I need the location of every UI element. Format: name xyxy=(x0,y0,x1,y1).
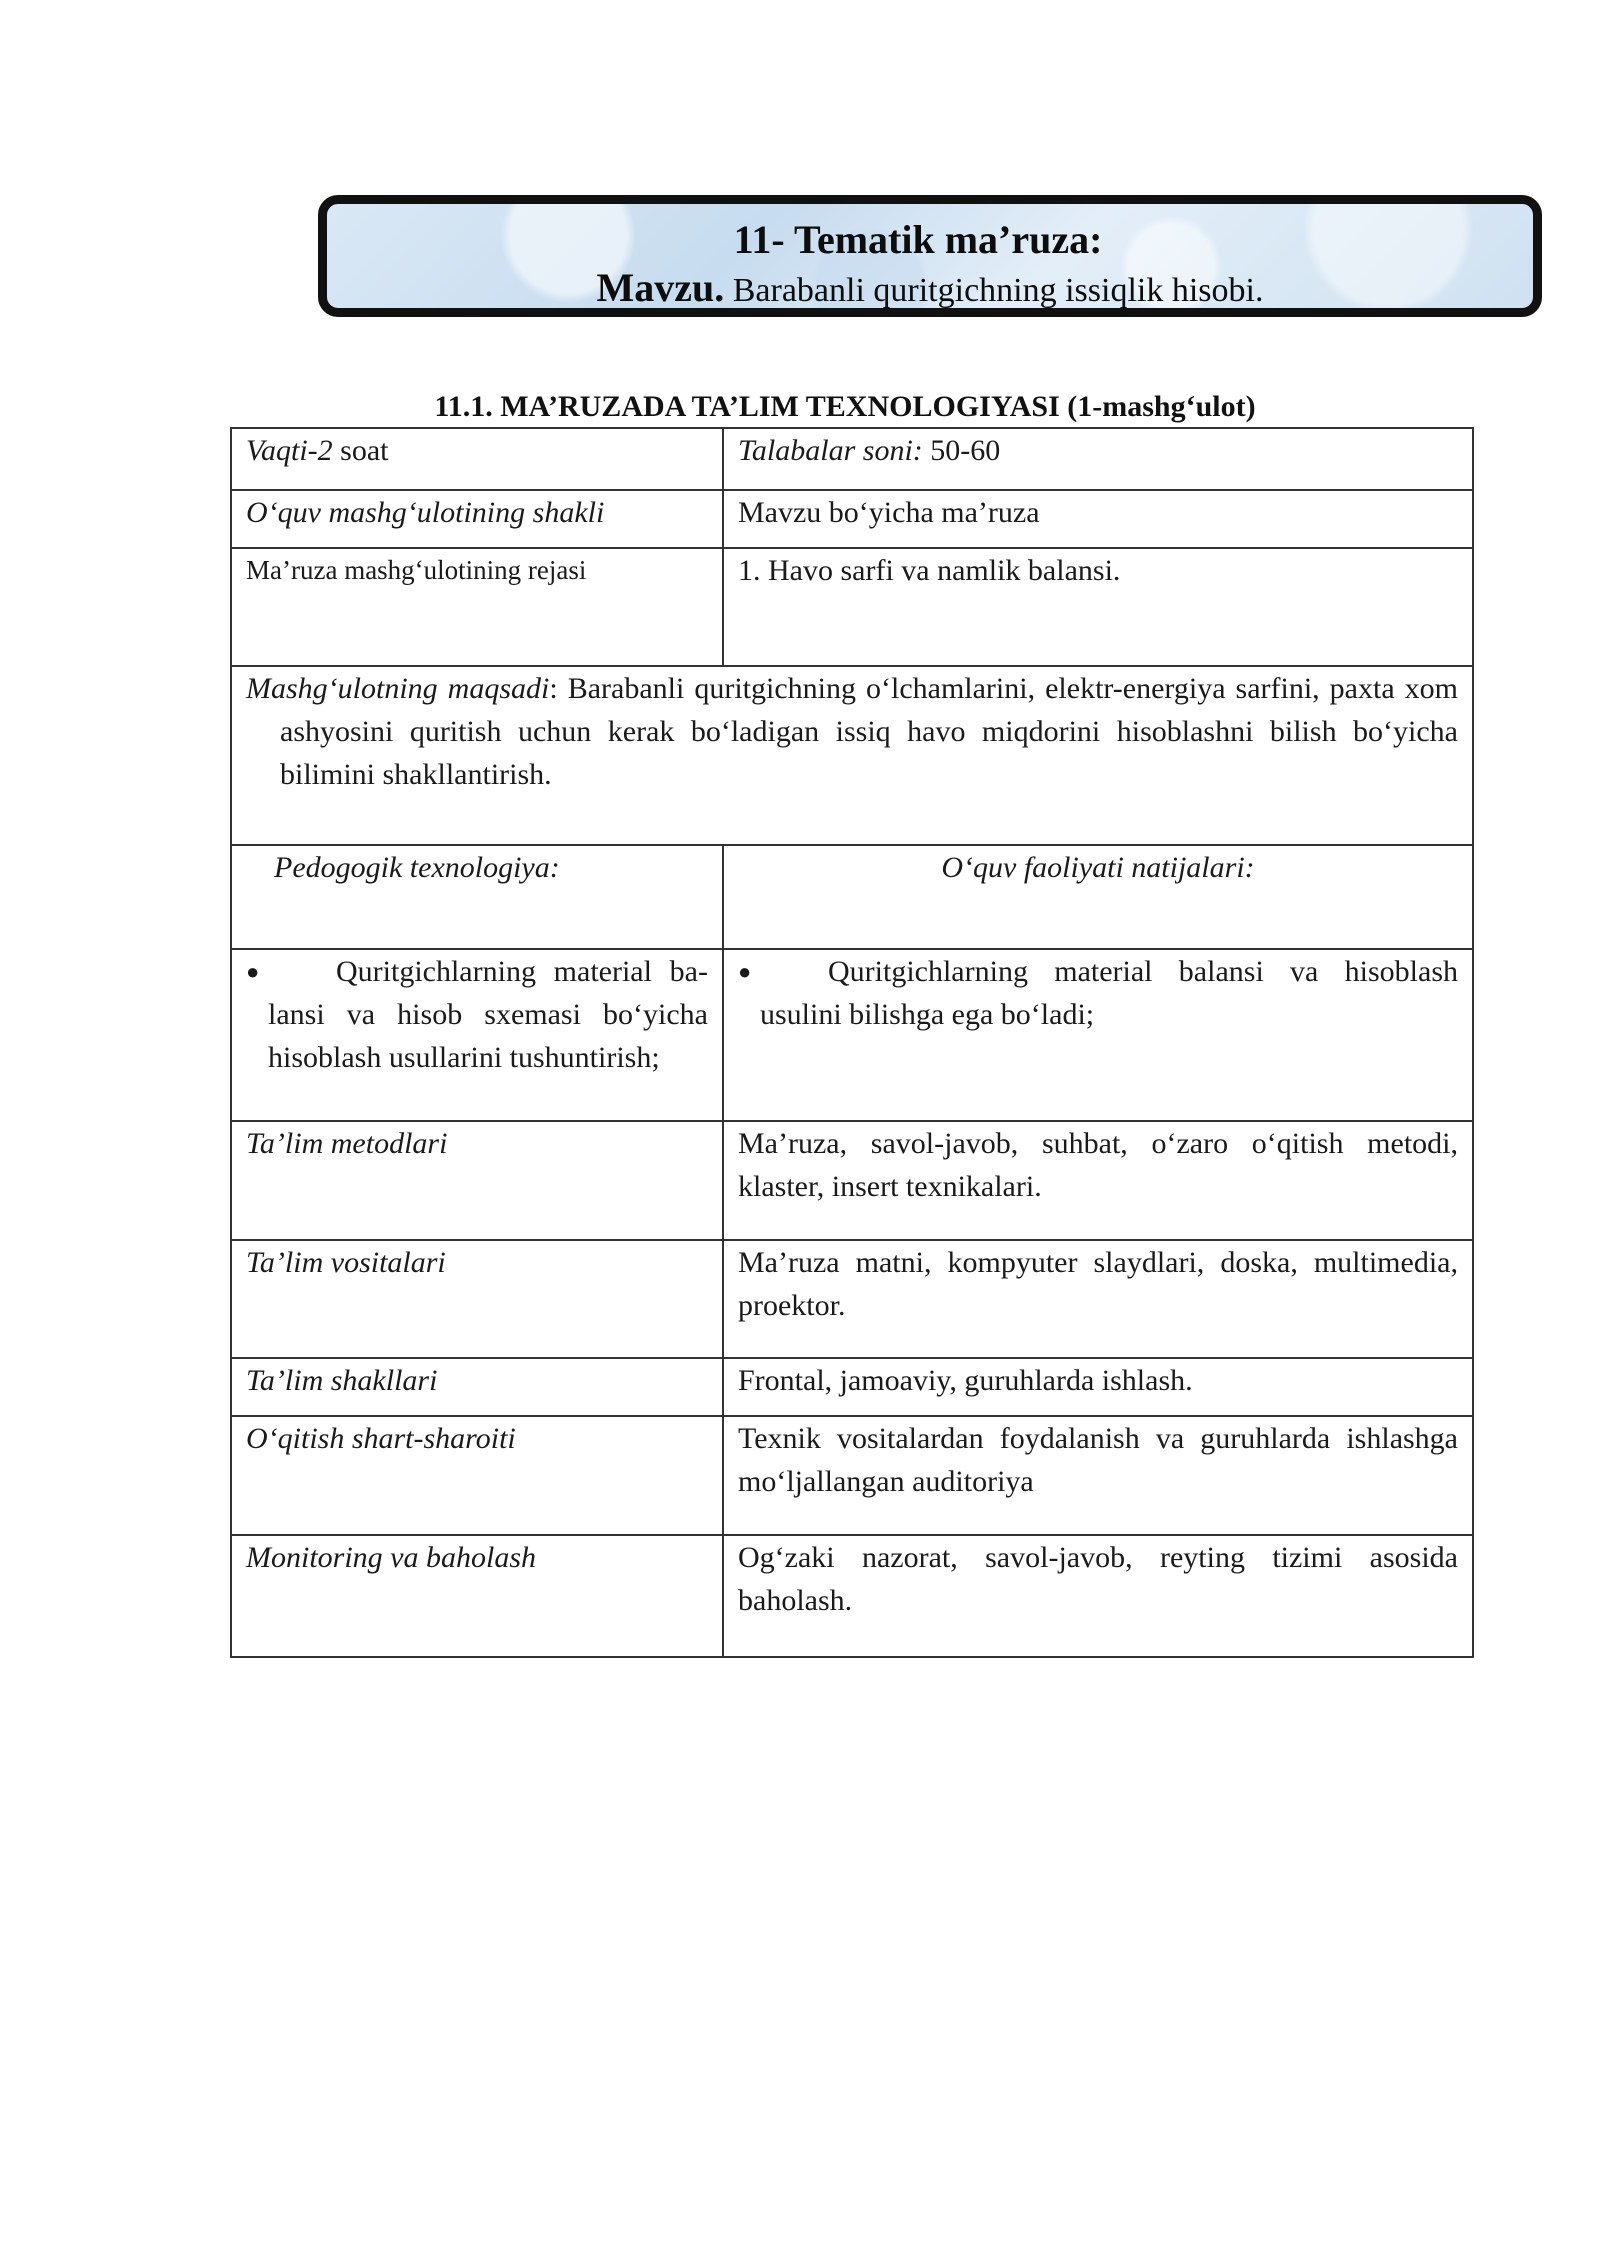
bullet-icon: ● xyxy=(738,959,752,984)
results-item: Quritgichlarning material balansi va hisoblash usulini bilishga ega bo‘ladi; xyxy=(760,955,1458,1031)
bullet-icon: ● xyxy=(246,959,260,984)
students-value: 50-60 xyxy=(930,434,1001,467)
table-row xyxy=(231,548,1473,666)
title-banner xyxy=(318,195,1542,317)
ped-item-cell xyxy=(231,949,723,1121)
forms-value: Frontal, jamoaviy, guruhlarda ishlash. xyxy=(723,1358,1473,1416)
methods-value: Ma’ruza, savol-javob, suhbat, o‘zaro o‘qitish metodi, klaster, insert texnikalari. xyxy=(723,1121,1473,1240)
lecture-subtitle xyxy=(327,264,1533,311)
table-row xyxy=(231,1358,1473,1416)
goal-label: Mashg‘ulotning maqsadi xyxy=(246,672,550,705)
table-row xyxy=(231,845,1473,949)
section-heading: 11.1. MA’RUZADA TA’LIM TEXNOLOGIYASI (1-mashg‘ulot) xyxy=(434,390,1256,423)
conditions-label: O‘qitish shart-sharoiti xyxy=(231,1416,723,1535)
time-label: Vaqti-2 xyxy=(246,434,333,467)
goal-text: : Barabanli quritgichning o‘lchamlarini, elektr-energiya sarfini, paxta xom ashyosini quritish uchun kerak bo‘ladigan issiq havo miqdorini hisoblashni bilish bo‘yicha bilimini shakllantirish. xyxy=(280,672,1458,791)
table-row xyxy=(231,949,1473,1121)
monitoring-label: Monitoring va baholash xyxy=(231,1535,723,1657)
plan-value: 1. Havo sarfi va namlik balansi. xyxy=(723,548,1473,666)
table-row xyxy=(231,1416,1473,1535)
table-row xyxy=(231,1121,1473,1240)
time-cell xyxy=(231,428,723,490)
form-value: Mavzu bo‘yicha ma’ruza xyxy=(723,490,1473,548)
results-item-cell xyxy=(723,949,1473,1121)
ped-label: Pedogogik texnologiya: xyxy=(231,845,723,949)
table-row xyxy=(231,1240,1473,1358)
methods-label: Ta’lim metodlari xyxy=(231,1121,723,1240)
students-label: Talabalar soni: xyxy=(738,434,923,467)
subtitle-text: Barabanli quritgichning issiqlik hisobi. xyxy=(732,272,1264,309)
lecture-title: 11- Tematik ma’ruza: xyxy=(733,217,1103,262)
time-value: soat xyxy=(340,434,389,467)
monitoring-value: Og‘zaki nazorat, savol-javob, reyting tizimi asosida baholash. xyxy=(723,1535,1473,1657)
plan-label: Ma’ruza mashg‘ulotining rejasi xyxy=(231,548,723,666)
form-label: O‘quv mashg‘ulotining shakli xyxy=(231,490,723,548)
ped-item: Quritgichlarning material ba-lansi va hisob sxemasi bo‘yicha hisoblash usullarini tushuntirish; xyxy=(268,955,708,1074)
table-row xyxy=(231,666,1473,845)
table-row xyxy=(231,1535,1473,1657)
forms-label: Ta’lim shakllari xyxy=(231,1358,723,1416)
results-label: O‘quv faoliyati natijalari: xyxy=(723,845,1473,949)
subtitle-label: Mavzu. xyxy=(596,265,725,310)
table-row xyxy=(231,490,1473,548)
conditions-value: Texnik vositalardan foydalanish va guruhlarda ishlashga mo‘ljallangan auditoriya xyxy=(723,1416,1473,1535)
table-row xyxy=(231,428,1473,490)
students-cell xyxy=(723,428,1473,490)
lesson-technology-table xyxy=(230,427,1474,1658)
tools-value: Ma’ruza matni, kompyuter slaydlari, doska, multimedia, proektor. xyxy=(723,1240,1473,1358)
goal-cell xyxy=(231,666,1473,845)
tools-label: Ta’lim vositalari xyxy=(231,1240,723,1358)
